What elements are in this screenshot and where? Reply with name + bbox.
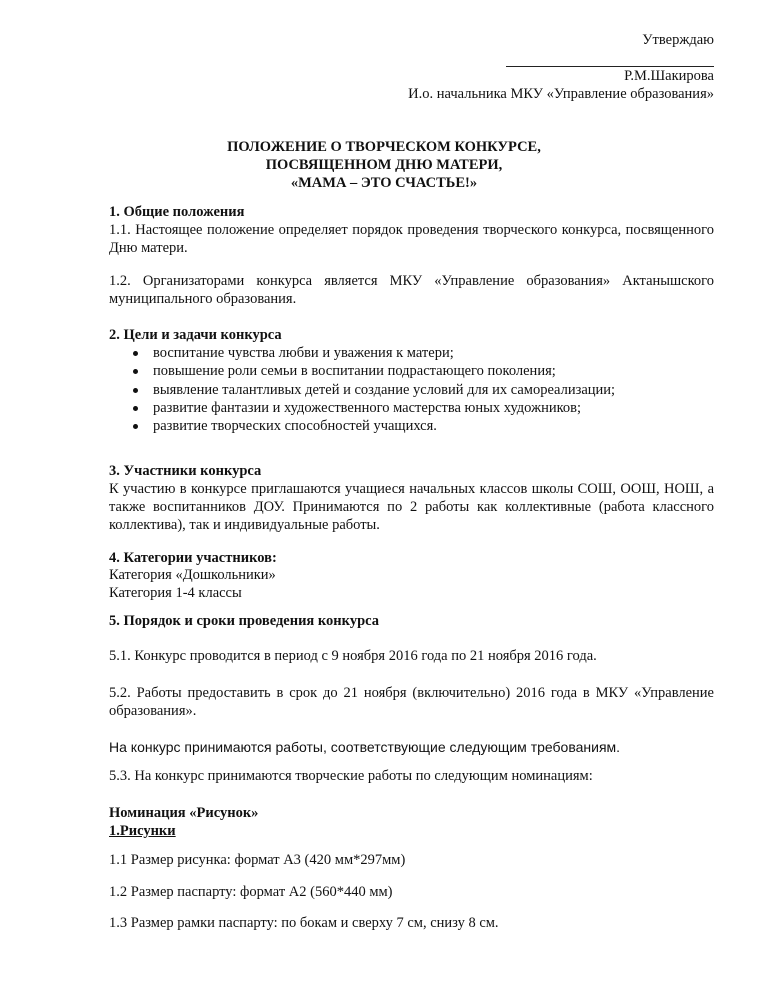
list-item: воспитание чувства любви и уважения к матери; — [109, 344, 615, 362]
requirement-3: 1.3 Размер рамки паспарту: по бокам и сверху 7 см, снизу 8 см. — [109, 915, 499, 931]
approval-word: Утверждаю — [642, 32, 714, 48]
section-1-heading: 1. Общие положения — [109, 204, 245, 220]
section-5-paragraph-3: 5.3. На конкурс принимаются творческие работы по следующим номинациям: — [109, 768, 593, 784]
bullet-icon — [133, 388, 138, 393]
requirement-1: 1.1 Размер рисунка: формат А3 (420 мм*297мм) — [109, 852, 406, 868]
goals-list — [109, 344, 615, 435]
category-grades: Категория 1-4 классы — [109, 585, 242, 601]
section-5-heading: 5. Порядок и сроки проведения конкурса — [109, 613, 379, 629]
list-item: выявление талантливых детей и создание условий для их самореализации; — [109, 381, 615, 399]
section-1-paragraph-2: 1.2. Организаторами конкурса является МКУ «Управление образования» Актанышского муниципального образования. — [109, 273, 714, 307]
bullet-icon — [133, 406, 138, 411]
section-1-paragraph-1: 1.1. Настоящее положение определяет порядок проведения творческого конкурса, посвященного Дню матери. — [109, 222, 714, 256]
category-preschool: Категория «Дошкольники» — [109, 567, 276, 583]
approver-position: И.о. начальника МКУ «Управление образования» — [408, 86, 714, 102]
section-4-heading: 4. Категории участников: — [109, 550, 277, 566]
title-line-3: «МАМА – ЭТО СЧАСТЬЕ!» — [290, 175, 478, 191]
bullet-icon — [133, 424, 138, 429]
list-item: развитие творческих способностей учащихся. — [109, 417, 615, 435]
section-5-paragraph-2: 5.2. Работы предоставить в срок до 21 ноября (включительно) 2016 года в МКУ «Управление образования». — [109, 685, 714, 719]
list-item: повышение роли семьи в воспитании подрастающего поколения; — [109, 362, 615, 380]
requirements-note: На конкурс принимаются работы, соответствующие следующим требованиям. — [109, 739, 621, 755]
section-2-heading: 2. Цели и задачи конкурса — [109, 327, 282, 343]
title-line-2: ПОСВЯЩЕННОМ ДНЮ МАТЕРИ, — [265, 157, 503, 173]
bullet-icon — [133, 369, 138, 374]
list-item: развитие фантазии и художественного мастерства юных художников; — [109, 399, 615, 417]
section-5-paragraph-1: 5.1. Конкурс проводится в период с 9 ноября 2016 года по 21 ноября 2016 года. — [109, 648, 597, 664]
document-title — [0, 138, 768, 192]
nomination-title: Номинация «Рисунок» — [109, 805, 259, 821]
approver-name: Р.М.Шакирова — [624, 68, 714, 84]
requirement-2: 1.2 Размер паспарту: формат А2 (560*440 мм) — [109, 884, 393, 900]
nomination-subtitle: 1.Рисунки — [109, 823, 176, 839]
section-3-heading: 3. Участники конкурса — [109, 463, 262, 479]
title-line-1: ПОЛОЖЕНИЕ О ТВОРЧЕСКОМ КОНКУРСЕ, — [227, 139, 541, 155]
bullet-icon — [133, 351, 138, 356]
section-3-text: К участию в конкурсе приглашаются учащиеся начальных классов школы СОШ, ООШ, НОШ, а также воспитанников ДОУ. Принимаются по 2 работы как коллективные (работа классного коллектива), так и индивидуальные работы. — [109, 481, 714, 533]
